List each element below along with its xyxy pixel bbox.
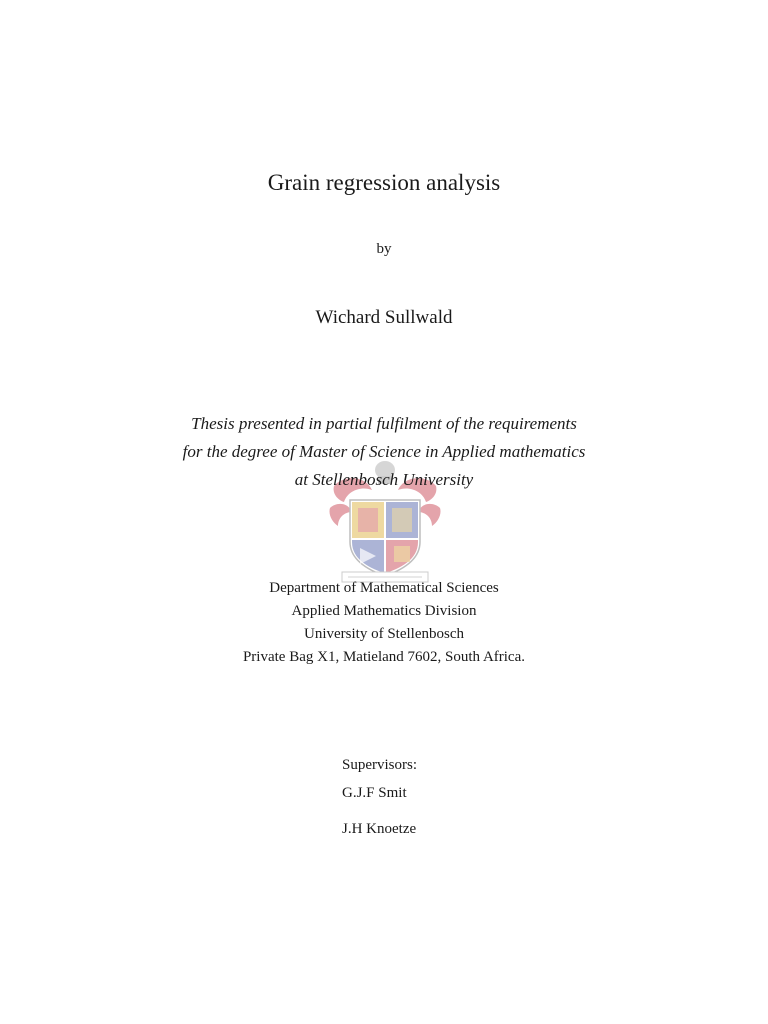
thesis-title: Grain regression analysis (267, 170, 501, 195)
supervisors-label: Supervisors: (342, 757, 417, 773)
department-line-2: Applied Mathematics Division (291, 603, 477, 619)
department-line-1: Department of Mathematical Sciences (269, 580, 499, 596)
thesis-statement-line-3: at Stellenbosch University (294, 470, 474, 489)
department-line-4: Private Bag X1, Matieland 7602, South Africa. (242, 649, 526, 665)
by-label: by (376, 241, 392, 257)
supervisor-1: G.J.F Smit (342, 785, 407, 801)
thesis-statement-line-2: for the degree of Master of Science in Applied mathematics (182, 442, 586, 461)
thesis-statement-line-1: Thesis presented in partial fulfilment of the requirements (191, 414, 577, 433)
author-name: Wichard Sullwald (315, 307, 453, 328)
department-line-3: University of Stellenbosch (304, 626, 464, 642)
supervisor-2: J.H Knoetze (342, 821, 417, 837)
